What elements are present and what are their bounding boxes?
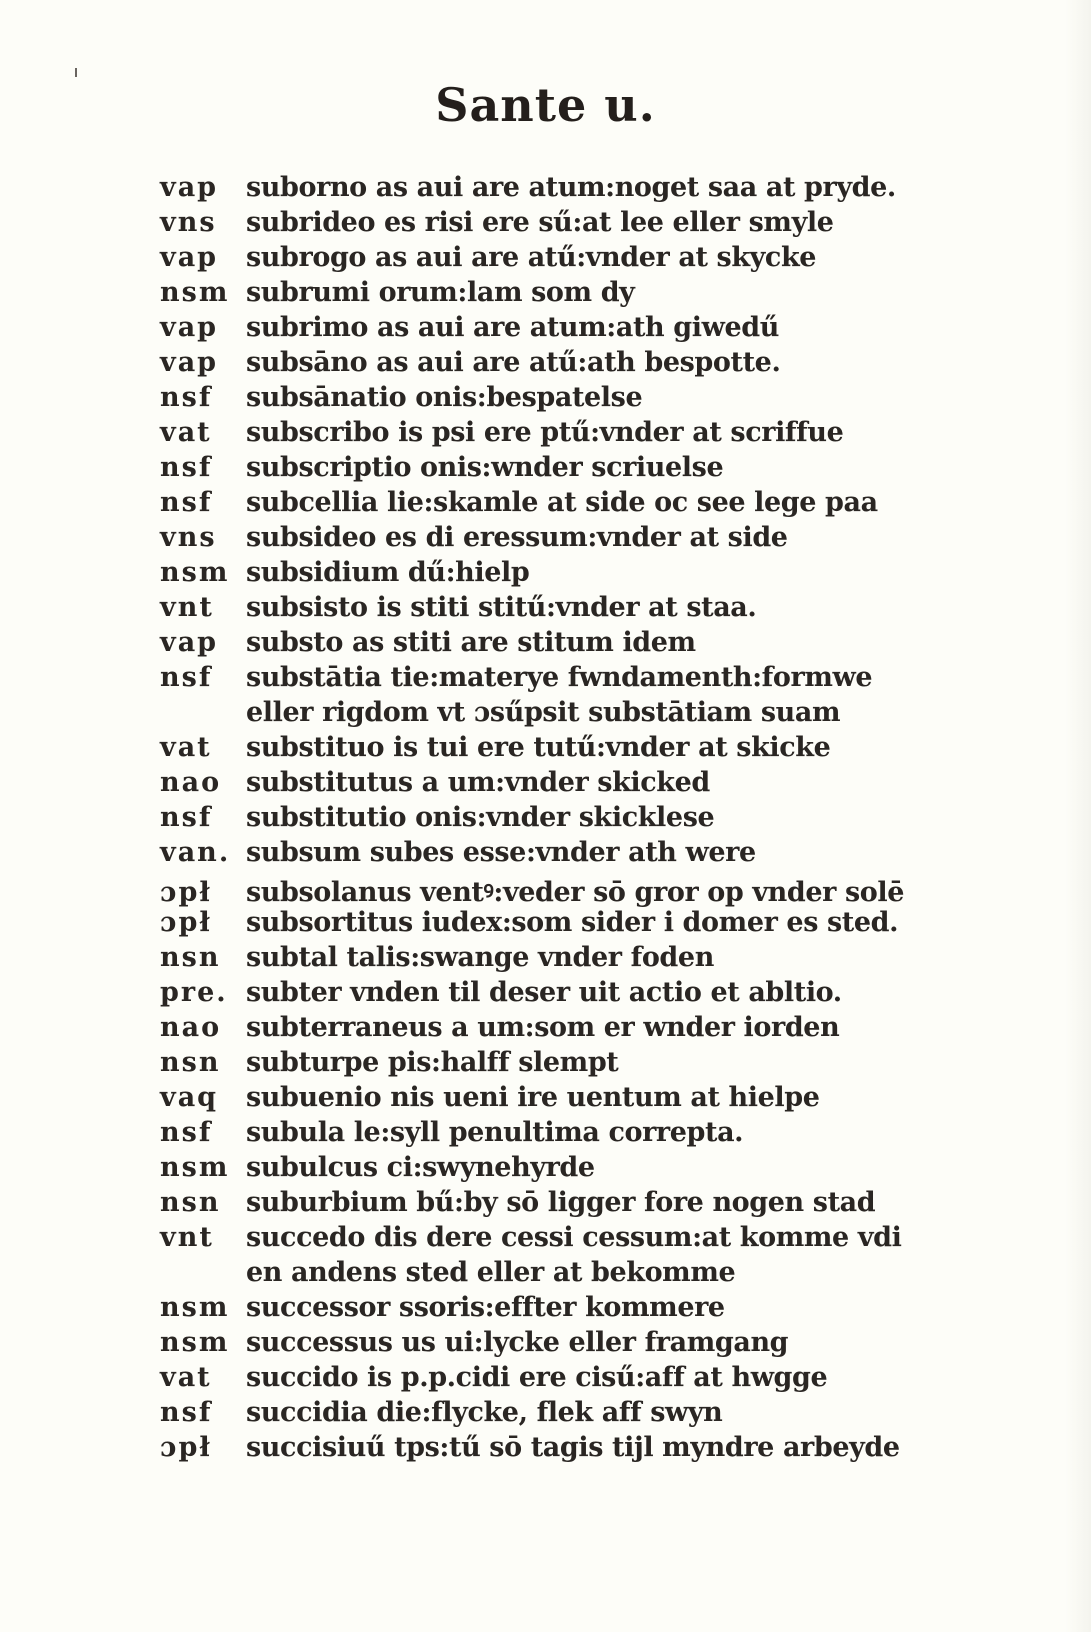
entry-code: nsf	[160, 382, 213, 413]
entry-code: vat	[160, 1362, 212, 1393]
entry	[160, 557, 920, 592]
entry-text: substituo is tui ere tutű:vnder at skicke	[246, 732, 831, 763]
entry	[160, 452, 920, 487]
entry-code: nao	[160, 767, 222, 798]
entry-code: vap	[160, 347, 219, 378]
entry-text: substo as stiti are stitum idem	[246, 627, 696, 658]
entry-text: en andens sted eller at bekomme	[246, 1257, 736, 1288]
entry-code: nsf	[160, 452, 213, 483]
entry	[160, 347, 920, 382]
entry-text: succido is p.p.cidi ere cisű:aff at hwgge	[246, 1362, 828, 1393]
entry-text: suborno as aui are atum:noget saa at pryde.	[246, 172, 896, 203]
entry-code: nsm	[160, 277, 230, 308]
entry-text: subula le:syll penultima correpta.	[246, 1117, 744, 1148]
entry	[160, 487, 920, 522]
entry	[160, 942, 920, 977]
entry	[160, 242, 920, 277]
entry-code: ɔpł	[160, 907, 212, 938]
entry-code: nao	[160, 1012, 222, 1043]
entry-text: subsum subes esse:vnder ath were	[246, 837, 756, 868]
entry	[160, 207, 920, 242]
entry-code: nsn	[160, 1047, 221, 1078]
entry-code: nsn	[160, 942, 221, 973]
entry	[160, 382, 920, 417]
entry-code: nsn	[160, 1187, 221, 1218]
entry	[160, 1222, 920, 1257]
entry-text: successus us ui:lycke eller framgang	[246, 1327, 789, 1358]
entry-code: vaq	[160, 1082, 219, 1113]
entry	[160, 592, 920, 627]
entry	[160, 627, 920, 662]
entry	[160, 1047, 920, 1082]
entry-code: nsm	[160, 557, 230, 588]
entry	[160, 872, 920, 907]
entry-text: subuenio nis ueni ire uentum at hielpe	[246, 1082, 820, 1113]
entry-code: nsf	[160, 487, 213, 518]
entry	[160, 1012, 920, 1047]
entry-text: subrumi orum:lam som dy	[246, 277, 635, 308]
entry-code: nsf	[160, 662, 213, 693]
entry	[160, 417, 920, 452]
entry-code: vns	[160, 207, 217, 238]
dictionary-entries	[160, 172, 920, 1467]
entry-text: subsideo es di eressum:vnder at side	[246, 522, 788, 553]
entry-text: substātia tie:materye fwndamenth:formwe	[246, 662, 873, 693]
entry	[160, 1152, 920, 1187]
entry-text: subter vnden til deser uit actio et abltio.	[246, 977, 842, 1008]
entry	[160, 1187, 920, 1222]
entry-code: pre.	[160, 977, 228, 1008]
page-edge	[1065, 0, 1091, 1632]
entry-code: vat	[160, 417, 212, 448]
entry-code: vat	[160, 732, 212, 763]
entry-text: subscriptio onis:wnder scriuelse	[246, 452, 724, 483]
entry-text: subsāno as aui are atű:ath bespotte.	[246, 347, 781, 378]
entry-text: subsolanus ventꝰ:veder sō gror op vnder solē	[246, 877, 905, 908]
entry-code: van.	[160, 837, 231, 868]
entry	[160, 312, 920, 347]
entry	[160, 662, 920, 697]
entry-code: nsm	[160, 1152, 230, 1183]
entry	[160, 837, 920, 872]
entry	[160, 1362, 920, 1397]
entry-code: vap	[160, 242, 219, 273]
entry	[160, 977, 920, 1012]
entry-code: nsm	[160, 1292, 230, 1323]
entry-text: succisiuű tps:tű sō tagis tijl myndre arbeyde	[246, 1432, 900, 1463]
entry-text: subrimo as aui are atum:ath giwedű	[246, 312, 779, 343]
entry-code: ɔpł	[160, 1432, 212, 1463]
ink-speck	[75, 68, 77, 77]
entry-text: substitutus a um:vnder skicked	[246, 767, 710, 798]
entry	[160, 1432, 920, 1467]
entry-text: subcellia lie:skamle at side oc see lege paa	[246, 487, 878, 518]
entry	[160, 172, 920, 207]
entry-text: subturpe pis:halff slempt	[246, 1047, 619, 1078]
entry-text: successor ssoris:effter kommere	[246, 1292, 725, 1323]
entry-code: vap	[160, 172, 219, 203]
entry-code: vap	[160, 312, 219, 343]
entry-continuation	[160, 697, 920, 732]
entry-text: suburbium bű:by sō ligger fore nogen stad	[246, 1187, 876, 1218]
entry-code: vnt	[160, 1222, 214, 1253]
entry	[160, 767, 920, 802]
running-head: Sante u.	[435, 78, 656, 132]
entry	[160, 732, 920, 767]
entry	[160, 1292, 920, 1327]
entry	[160, 1397, 920, 1432]
entry	[160, 522, 920, 557]
entry-code: nsf	[160, 802, 213, 833]
entry-text: eller rigdom vt ɔsűpsit substātiam suam	[246, 697, 841, 728]
entry-code: nsf	[160, 1397, 213, 1428]
entry	[160, 907, 920, 942]
entry-text: subulcus ci:swynehyrde	[246, 1152, 595, 1183]
entry-continuation	[160, 1257, 920, 1292]
entry-text: succidia die:flycke, flek aff swyn	[246, 1397, 723, 1428]
entry	[160, 802, 920, 837]
entry	[160, 1327, 920, 1362]
entry-code: vap	[160, 627, 219, 658]
entry-text: substitutio onis:vnder skicklese	[246, 802, 715, 833]
entry	[160, 277, 920, 312]
entry-code: nsm	[160, 1327, 230, 1358]
entry-code: vnt	[160, 592, 214, 623]
entry	[160, 1117, 920, 1152]
entry-text: subsisto is stiti stitű:vnder at staa.	[246, 592, 757, 623]
entry-text: subsidium dű:hielp	[246, 557, 530, 588]
entry-code: ɔpł	[160, 877, 212, 908]
entry-text: subtal talis:swange vnder foden	[246, 942, 714, 973]
entry-text: subrideo es risi ere sű:at lee eller smyle	[246, 207, 834, 238]
entry-text: subscribo is psi ere ptű:vnder at scriffue	[246, 417, 844, 448]
entry-text: subrogo as aui are atű:vnder at skycke	[246, 242, 817, 273]
entry-text: subsortitus iudex:som sider i domer es sted.	[246, 907, 899, 938]
entry-text: subsānatio onis:bespatelse	[246, 382, 643, 413]
entry-text: subterraneus a um:som er wnder iorden	[246, 1012, 840, 1043]
entry-code: nsf	[160, 1117, 213, 1148]
entry-code: vns	[160, 522, 217, 553]
entry-text: succedo dis dere cessi cessum:at komme vdi	[246, 1222, 902, 1253]
entry	[160, 1082, 920, 1117]
